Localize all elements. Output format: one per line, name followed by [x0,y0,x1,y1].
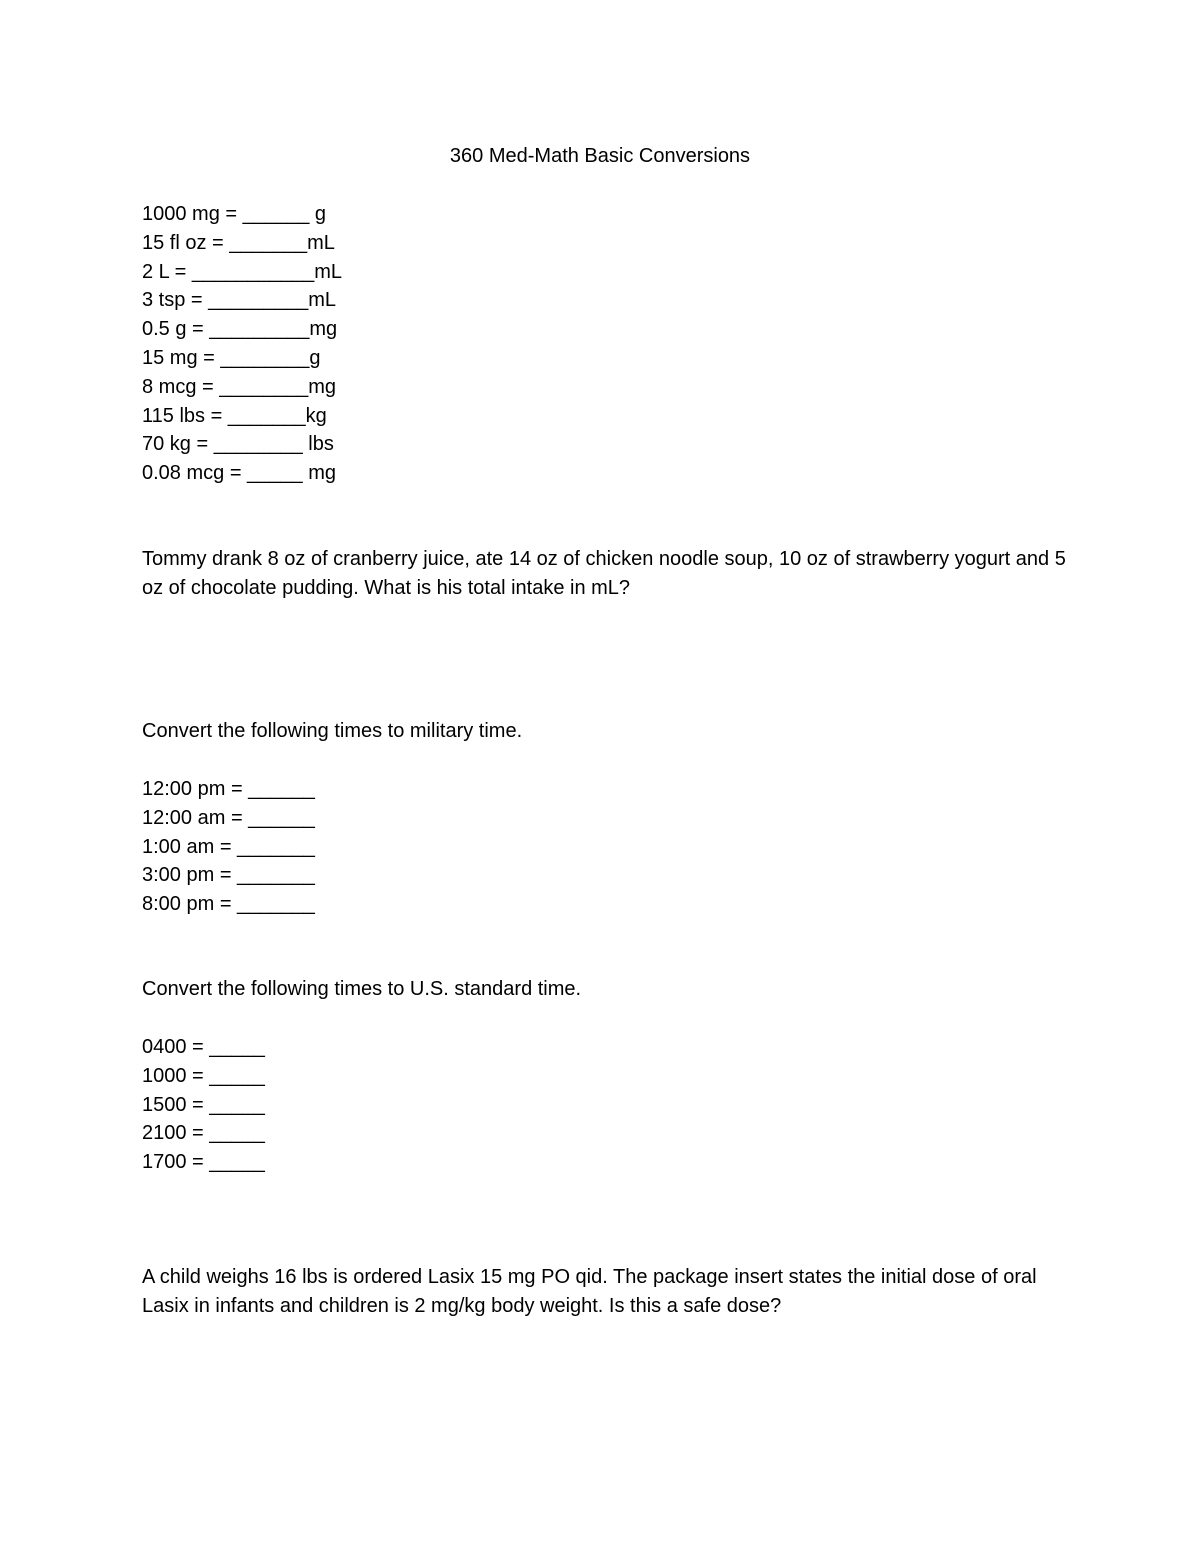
conversion-item-5: 0.5 g = _________mg [142,318,338,341]
conversion-item-4: 3 tsp = _________mL [142,289,337,312]
conversion-item-8: 115 lbs = _______kg [142,404,327,427]
conversion-item-7: 8 mcg = ________mg [142,375,337,398]
military-item-2: 12:00 am = ______ [142,806,315,829]
military-heading-text: Convert the following times to military time. [142,720,523,742]
page-title: 360 Med-Math Basic Conversions [449,145,751,167]
standard-item-1: 0400 = _____ [142,1036,265,1058]
intake-question: Tommy drank 8 oz of cranberry juice, ate 14 oz of chicken noodle soup, 10 oz of strawberry yogurt and 5 oz of chocolate pudding. What is his total intake in mL? [142,548,1066,599]
conversion-item-3: 2 L = ___________mL [142,260,342,283]
military-item-1: 12:00 pm = ______ [142,778,315,800]
standard-heading [142,975,581,1004]
conversion-item-10: 0.08 mcg = _____ mg [142,462,337,485]
standard-item-2: 1000 = _____ [142,1064,265,1087]
standard-item-3: 1500 = _____ [142,1093,265,1116]
conversion-item-1: 1000 mg = ______ g [142,203,327,225]
military-item-3: 1:00 am = _______ [142,835,315,858]
military-list [142,775,315,919]
military-item-5: 8:00 pm = _______ [142,893,315,916]
military-item-4: 3:00 pm = _______ [142,864,315,887]
standard-list [142,1033,265,1177]
dose-question: A child weighs 16 lbs is ordered Lasix 15 mg PO qid. The package insert states the initial dose of oral Lasix in infants and children is 2 mg/kg body weight. Is this a safe dose? [142,1266,1037,1317]
conversion-list [142,200,342,488]
standard-item-5: 1700 = _____ [142,1151,265,1174]
conversion-item-2: 15 fl oz = _______mL [142,231,335,254]
standard-item-4: 2100 = _____ [142,1122,265,1145]
standard-heading-text: Convert the following times to U.S. standard time. [142,978,582,1000]
conversion-item-9: 70 kg = ________ lbs [142,433,334,456]
conversion-item-6: 15 mg = ________g [142,346,321,369]
military-heading [142,717,522,746]
